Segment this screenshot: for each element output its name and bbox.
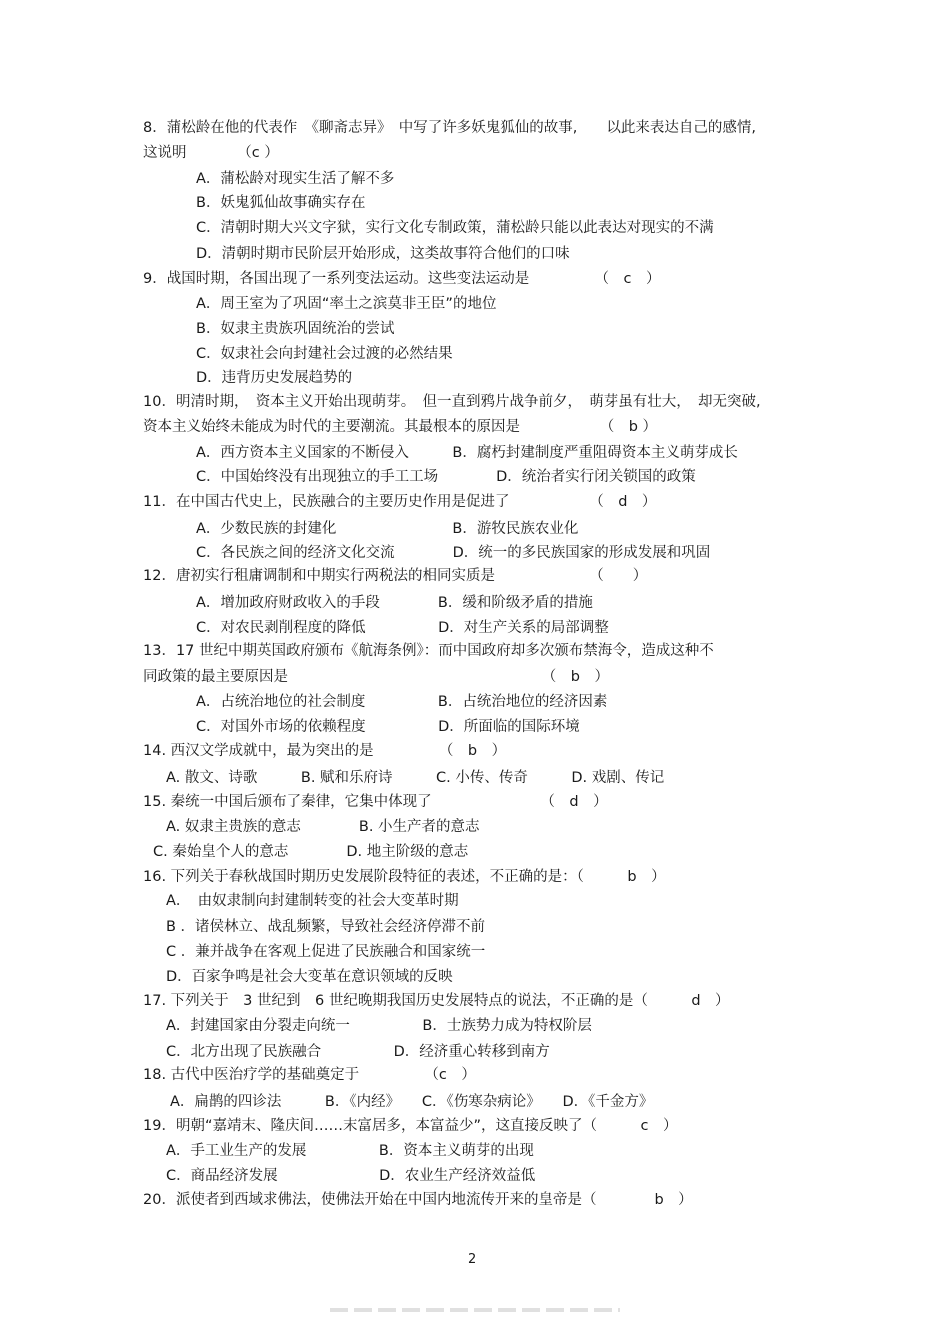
- answer-option-line: C．清朝时期大兴文字狱，实行文化专制政策，蒲松龄只能以此表达对现实的不满: [196, 220, 714, 236]
- answer-option-line: C．对农民剥削程度的降低 D．对生产关系的局部调整: [196, 620, 609, 636]
- question-stem-line: 15. 秦统一中国后颁布了秦律，它集中体现了 （ d ）: [143, 794, 608, 810]
- question-stem-line: 11．在中国古代史上，民族融合的主要历史作用是促进了 （ d ）: [143, 494, 657, 510]
- answer-option-line: C．奴隶社会向封建社会过渡的必然结果: [196, 346, 453, 362]
- answer-option-line: D．百家争鸣是社会大变革在意识领域的反映: [166, 969, 453, 985]
- answer-option-line: B．奴隶主贵族巩固统治的尝试: [196, 321, 395, 337]
- answer-option-line: A．占统治地位的社会制度 B．占统治地位的经济因素: [196, 694, 608, 710]
- answer-option-line: A．周王室为了巩固“率土之滨莫非王臣”的地位: [196, 296, 497, 312]
- footer-watermark: [330, 1308, 620, 1312]
- answer-option-line: C．各民族之间的经济文化交流 D．统一的多民族国家的形成发展和巩固: [196, 545, 711, 561]
- answer-option-line: A．蒲松龄对现实生活了解不多: [196, 171, 395, 187]
- page-number: 2: [468, 1252, 477, 1267]
- answer-option-line: D．违背历史发展趋势的: [196, 370, 353, 386]
- answer-option-line: A．西方资本主义国家的不断侵入 B．腐朽封建制度严重阻碍资本主义萌芽成长: [196, 445, 738, 461]
- question-stem-line: 20．派使者到西域求佛法，使佛法开始在中国内地流传开来的皇帝是（ b ）: [143, 1192, 693, 1208]
- question-stem-line: 同政策的最主要原因是 （ b ）: [143, 669, 609, 685]
- answer-option-line: A. 散文、诗歌 B. 赋和乐府诗 C. 小传、传奇 D. 戏剧、传记: [166, 770, 665, 786]
- answer-option-line: A． 由奴隶制向封建制转变的社会大变革时期: [166, 893, 459, 909]
- question-stem-line: 17. 下列关于 3 世纪到 6 世纪晚期我国历史发展特点的说法，不正确的是（ d ）: [143, 993, 730, 1009]
- question-stem-line: 12．唐初实行租庸调制和中期实行两税法的相同实质是 （ ）: [143, 568, 648, 584]
- question-stem-line: 资本主义始终未能成为时代的主要潮流。其最根本的原因是 （ b ）: [143, 419, 658, 435]
- answer-option-line: A．增加政府财政收入的手段 B．缓和阶级矛盾的措施: [196, 595, 593, 611]
- answer-option-line: C．中国始终没有出现独立的手工工场 D．统治者实行闭关锁国的政策: [196, 469, 696, 485]
- answer-option-line: C．北方出现了民族融合 D．经济重心转移到南方: [166, 1044, 550, 1060]
- question-stem-line: 9．战国时期，各国出现了一系列变法运动。这些变法运动是 （ c ）: [143, 271, 661, 287]
- answer-option-line: C. 秦始皇个人的意志 D. 地主阶级的意志: [153, 844, 469, 860]
- question-stem-line: 19．明朝“嘉靖末、隆庆间……末富居多，本富益少”，这直接反映了（ c ）: [143, 1118, 678, 1134]
- answer-option-line: A．手工业生产的发展 B．资本主义萌芽的出现: [166, 1143, 534, 1159]
- question-stem-line: 14. 西汉文学成就中，最为突出的是 （ b ）: [143, 743, 507, 759]
- question-stem-line: 18. 古代中医治疗学的基础奠定于 （c ）: [143, 1067, 476, 1083]
- question-stem-line: 这说明 （c ）: [143, 145, 279, 161]
- answer-option-line: B ．诸侯林立、战乱频繁，导致社会经济停滞不前: [166, 919, 486, 935]
- answer-option-line: A. 奴隶主贵族的意志 B. 小生产者的意志: [166, 819, 480, 835]
- answer-option-line: C．商品经济发展 D．农业生产经济效益低: [166, 1168, 536, 1184]
- answer-option-line: C ．兼并战争在客观上促进了民族融合和国家统一: [166, 944, 486, 960]
- question-stem-line: 16. 下列关于春秋战国时期历史发展阶段特征的表述，不正确的是：（ b ）: [143, 869, 666, 885]
- answer-option-line: D．清朝时期市民阶层开始形成，这类故事符合他们的口味: [196, 246, 570, 262]
- answer-option-line: B．妖鬼狐仙故事确实存在: [196, 195, 366, 211]
- question-stem-line: 10．明清时期， 资本主义开始出现萌芽。 但一直到鸦片战争前夕， 萌芽虽有壮大， 却无突破,: [143, 394, 761, 410]
- answer-option-line: C．对国外市场的依赖程度 D．所面临的国际环境: [196, 719, 580, 735]
- answer-option-line: A．扁鹊的四诊法 B．《内经》 C．《伤寒杂病论》 D．《千金方》: [170, 1094, 654, 1110]
- question-stem-line: 8．蒲松龄在他的代表作 《聊斋志异》 中写了许多妖鬼狐仙的故事, 以此来表达自己的感情,: [143, 120, 756, 136]
- answer-option-line: A．封建国家由分裂走向统一 B．士族势力成为特权阶层: [166, 1018, 592, 1034]
- answer-option-line: A．少数民族的封建化 B．游牧民族农业化: [196, 521, 579, 537]
- question-stem-line: 13．17 世纪中期英国政府颁布《航海条例》：而中国政府却多次颁布禁海令，造成这种不: [143, 643, 714, 659]
